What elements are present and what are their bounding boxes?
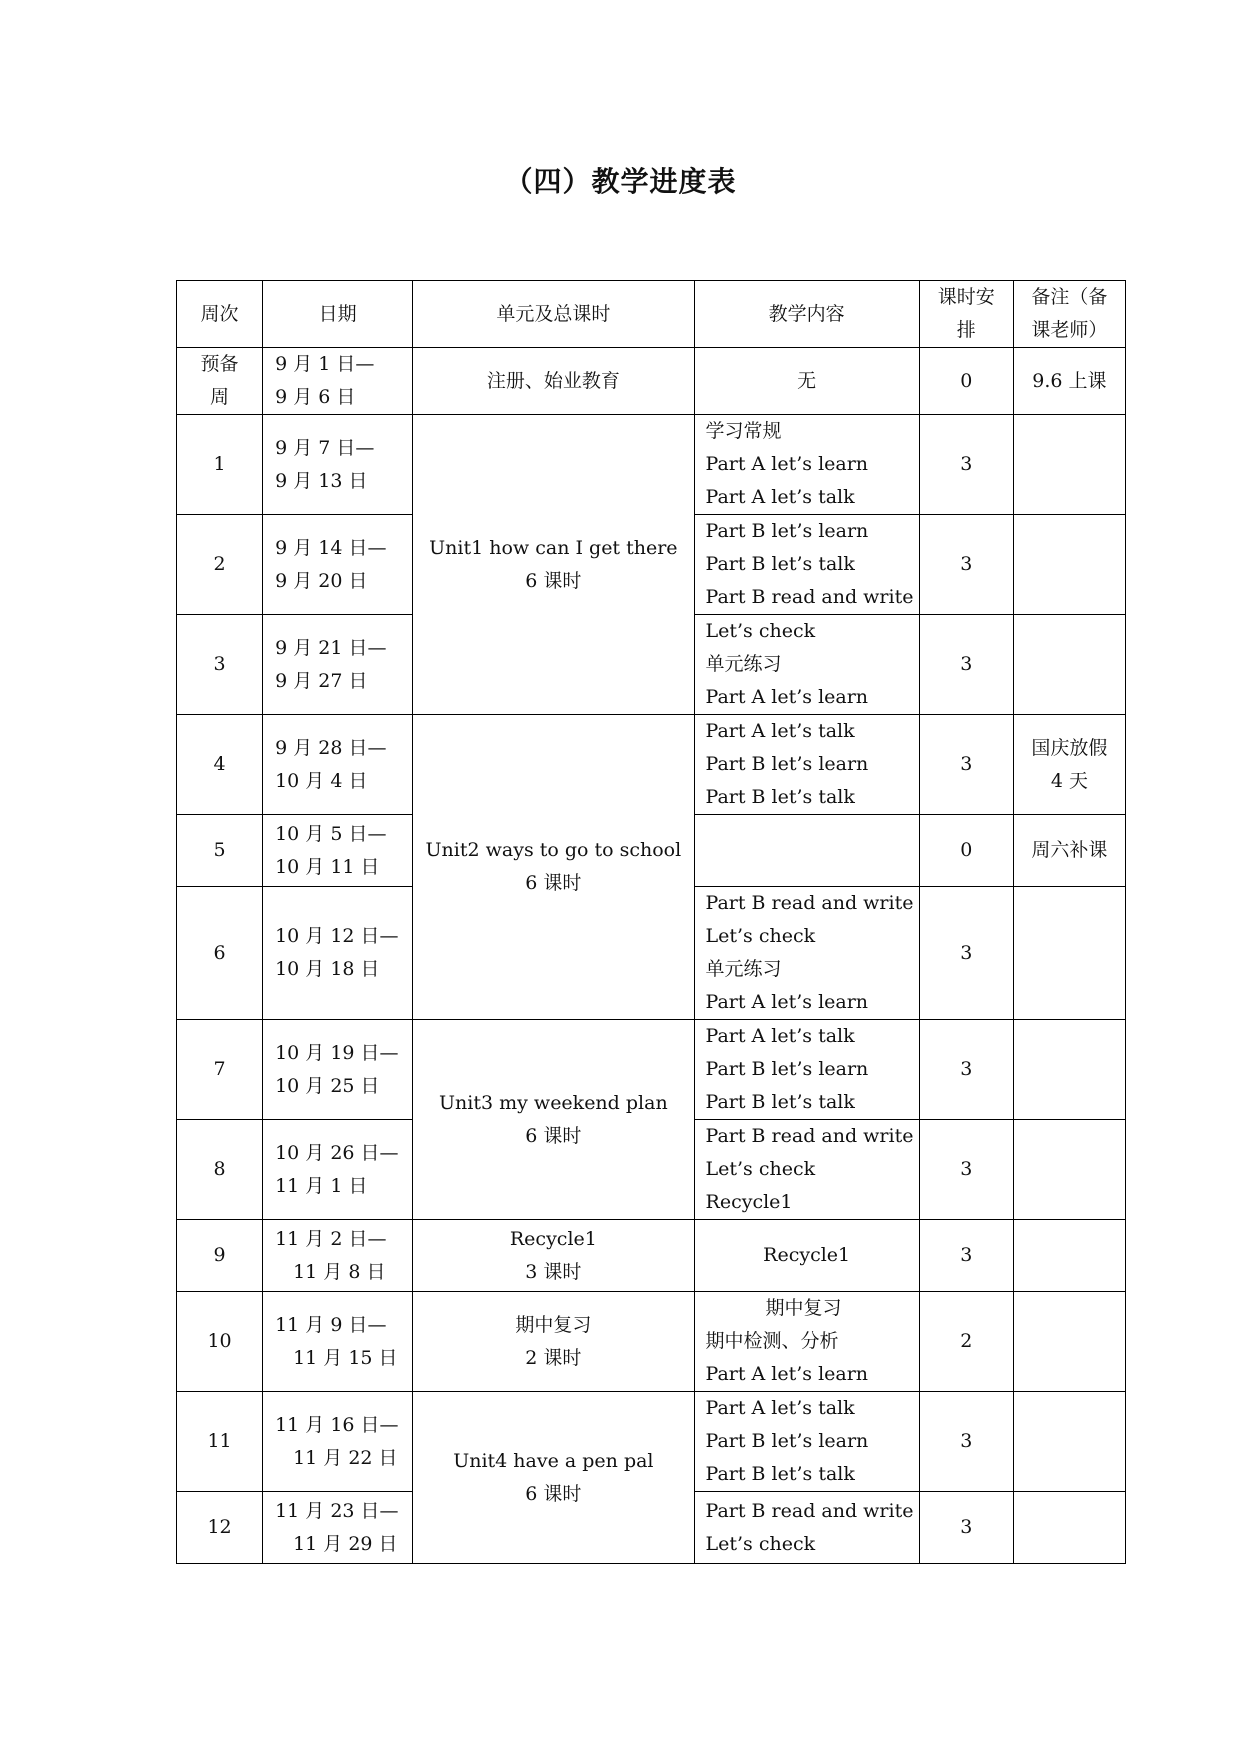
notes-cell [1013,615,1125,715]
hours-cell: 3 [919,1392,1013,1492]
unit-cell-unit4: Unit4 have a pen pal 6 课时 [413,1392,694,1564]
table-row [177,1220,1126,1292]
hours-cell: 3 [919,1220,1013,1292]
week-cell: 12 [177,1492,263,1564]
date-cell: 11 月 9 日— 11 月 15 日 [263,1292,413,1392]
week-cell: 1 [177,415,263,515]
date-cell: 10 月 5 日— 10 月 11 日 [263,815,413,887]
date-cell: 10 月 26 日— 11 月 1 日 [263,1120,413,1220]
date-cell: 10 月 19 日— 10 月 25 日 [263,1020,413,1120]
notes-cell [1013,1220,1125,1292]
week-cell: 预备 周 [177,348,263,415]
content-cell: Part A let’s talk Part B let’s learn Part B let’s talk [694,715,919,815]
table-row [177,715,1126,815]
notes-cell [1013,415,1125,515]
content-cell: Part B read and write Let’s check Recycle1 [694,1120,919,1220]
notes-cell [1013,1020,1125,1120]
content-cell: 学习常规 Part A let’s learn Part A let’s talk [694,415,919,515]
hours-cell: 3 [919,1492,1013,1564]
notes-cell [1013,1392,1125,1492]
notes-cell: 周六补课 [1013,815,1125,887]
notes-cell [1013,1120,1125,1220]
notes-cell [1013,887,1125,1020]
table-row [177,1020,1126,1120]
unit-cell-unit3: Unit3 my weekend plan 6 课时 [413,1020,694,1220]
hours-cell: 3 [919,887,1013,1020]
content-cell: Part A let’s talk Part B let’s learn Part B let’s talk [694,1392,919,1492]
content-cell: Let’s check 单元练习 Part A let’s learn [694,615,919,715]
hours-cell: 3 [919,715,1013,815]
hours-cell: 3 [919,615,1013,715]
date-cell: 11 月 16 日— 11 月 22 日 [263,1392,413,1492]
week-cell: 5 [177,815,263,887]
header-notes: 备注（备 课老师） [1013,281,1125,348]
unit-cell: 注册、始业教育 [413,348,694,415]
header-row [177,281,1126,348]
table-row [177,415,1126,515]
teaching-schedule-table [176,280,1126,1564]
unit-cell: Recycle1 3 课时 [413,1220,694,1292]
unit-cell: 期中复习 2 课时 [413,1292,694,1392]
hours-cell: 2 [919,1292,1013,1392]
content-cell: Part B let’s learn Part B let’s talk Part B read and write [694,515,919,615]
week-cell: 4 [177,715,263,815]
content-cell: Recycle1 [694,1220,919,1292]
date-cell: 9 月 1 日— 9 月 6 日 [263,348,413,415]
week-cell: 10 [177,1292,263,1392]
notes-cell [1013,515,1125,615]
header-week: 周次 [177,281,263,348]
date-cell: 11 月 23 日— 11 月 29 日 [263,1492,413,1564]
unit-cell-unit1: Unit1 how can I get there 6 课时 [413,415,694,715]
content-cell [694,815,919,887]
page-title: （四）教学进度表 [504,165,737,198]
week-cell: 6 [177,887,263,1020]
hours-cell: 3 [919,515,1013,615]
date-cell: 10 月 12 日— 10 月 18 日 [263,887,413,1020]
notes-cell [1013,1292,1125,1392]
date-cell: 11 月 2 日— 11 月 8 日 [263,1220,413,1292]
notes-cell [1013,1492,1125,1564]
hours-cell: 3 [919,1020,1013,1120]
hours-cell: 3 [919,1120,1013,1220]
unit-cell-unit2: Unit2 ways to go to school 6 课时 [413,715,694,1020]
notes-cell: 9.6 上课 [1013,348,1125,415]
week-cell: 3 [177,615,263,715]
date-cell: 9 月 21 日— 9 月 27 日 [263,615,413,715]
date-cell: 9 月 28 日— 10 月 4 日 [263,715,413,815]
week-cell: 8 [177,1120,263,1220]
week-cell: 2 [177,515,263,615]
content-cell: 期中复习 期中检测、分析 Part A let’s learn [694,1292,919,1392]
content-cell: Part B read and write Let’s check [694,1492,919,1564]
header-date: 日期 [263,281,413,348]
date-cell: 9 月 14 日— 9 月 20 日 [263,515,413,615]
date-cell: 9 月 7 日— 9 月 13 日 [263,415,413,515]
hours-cell: 3 [919,415,1013,515]
content-cell: Part B read and write Let’s check 单元练习 Part A let’s learn [694,887,919,1020]
table-row [177,1392,1126,1492]
header-content: 教学内容 [694,281,919,348]
table-row [177,348,1126,415]
week-cell: 11 [177,1392,263,1492]
content-cell: Part A let’s talk Part B let’s learn Part B let’s talk [694,1020,919,1120]
header-unit: 单元及总课时 [413,281,694,348]
notes-cell: 国庆放假 4 天 [1013,715,1125,815]
week-cell: 9 [177,1220,263,1292]
table-row [177,1292,1126,1392]
hours-cell: 0 [919,348,1013,415]
content-cell: 无 [694,348,919,415]
week-cell: 7 [177,1020,263,1120]
hours-cell: 0 [919,815,1013,887]
header-hours: 课时安 排 [919,281,1013,348]
